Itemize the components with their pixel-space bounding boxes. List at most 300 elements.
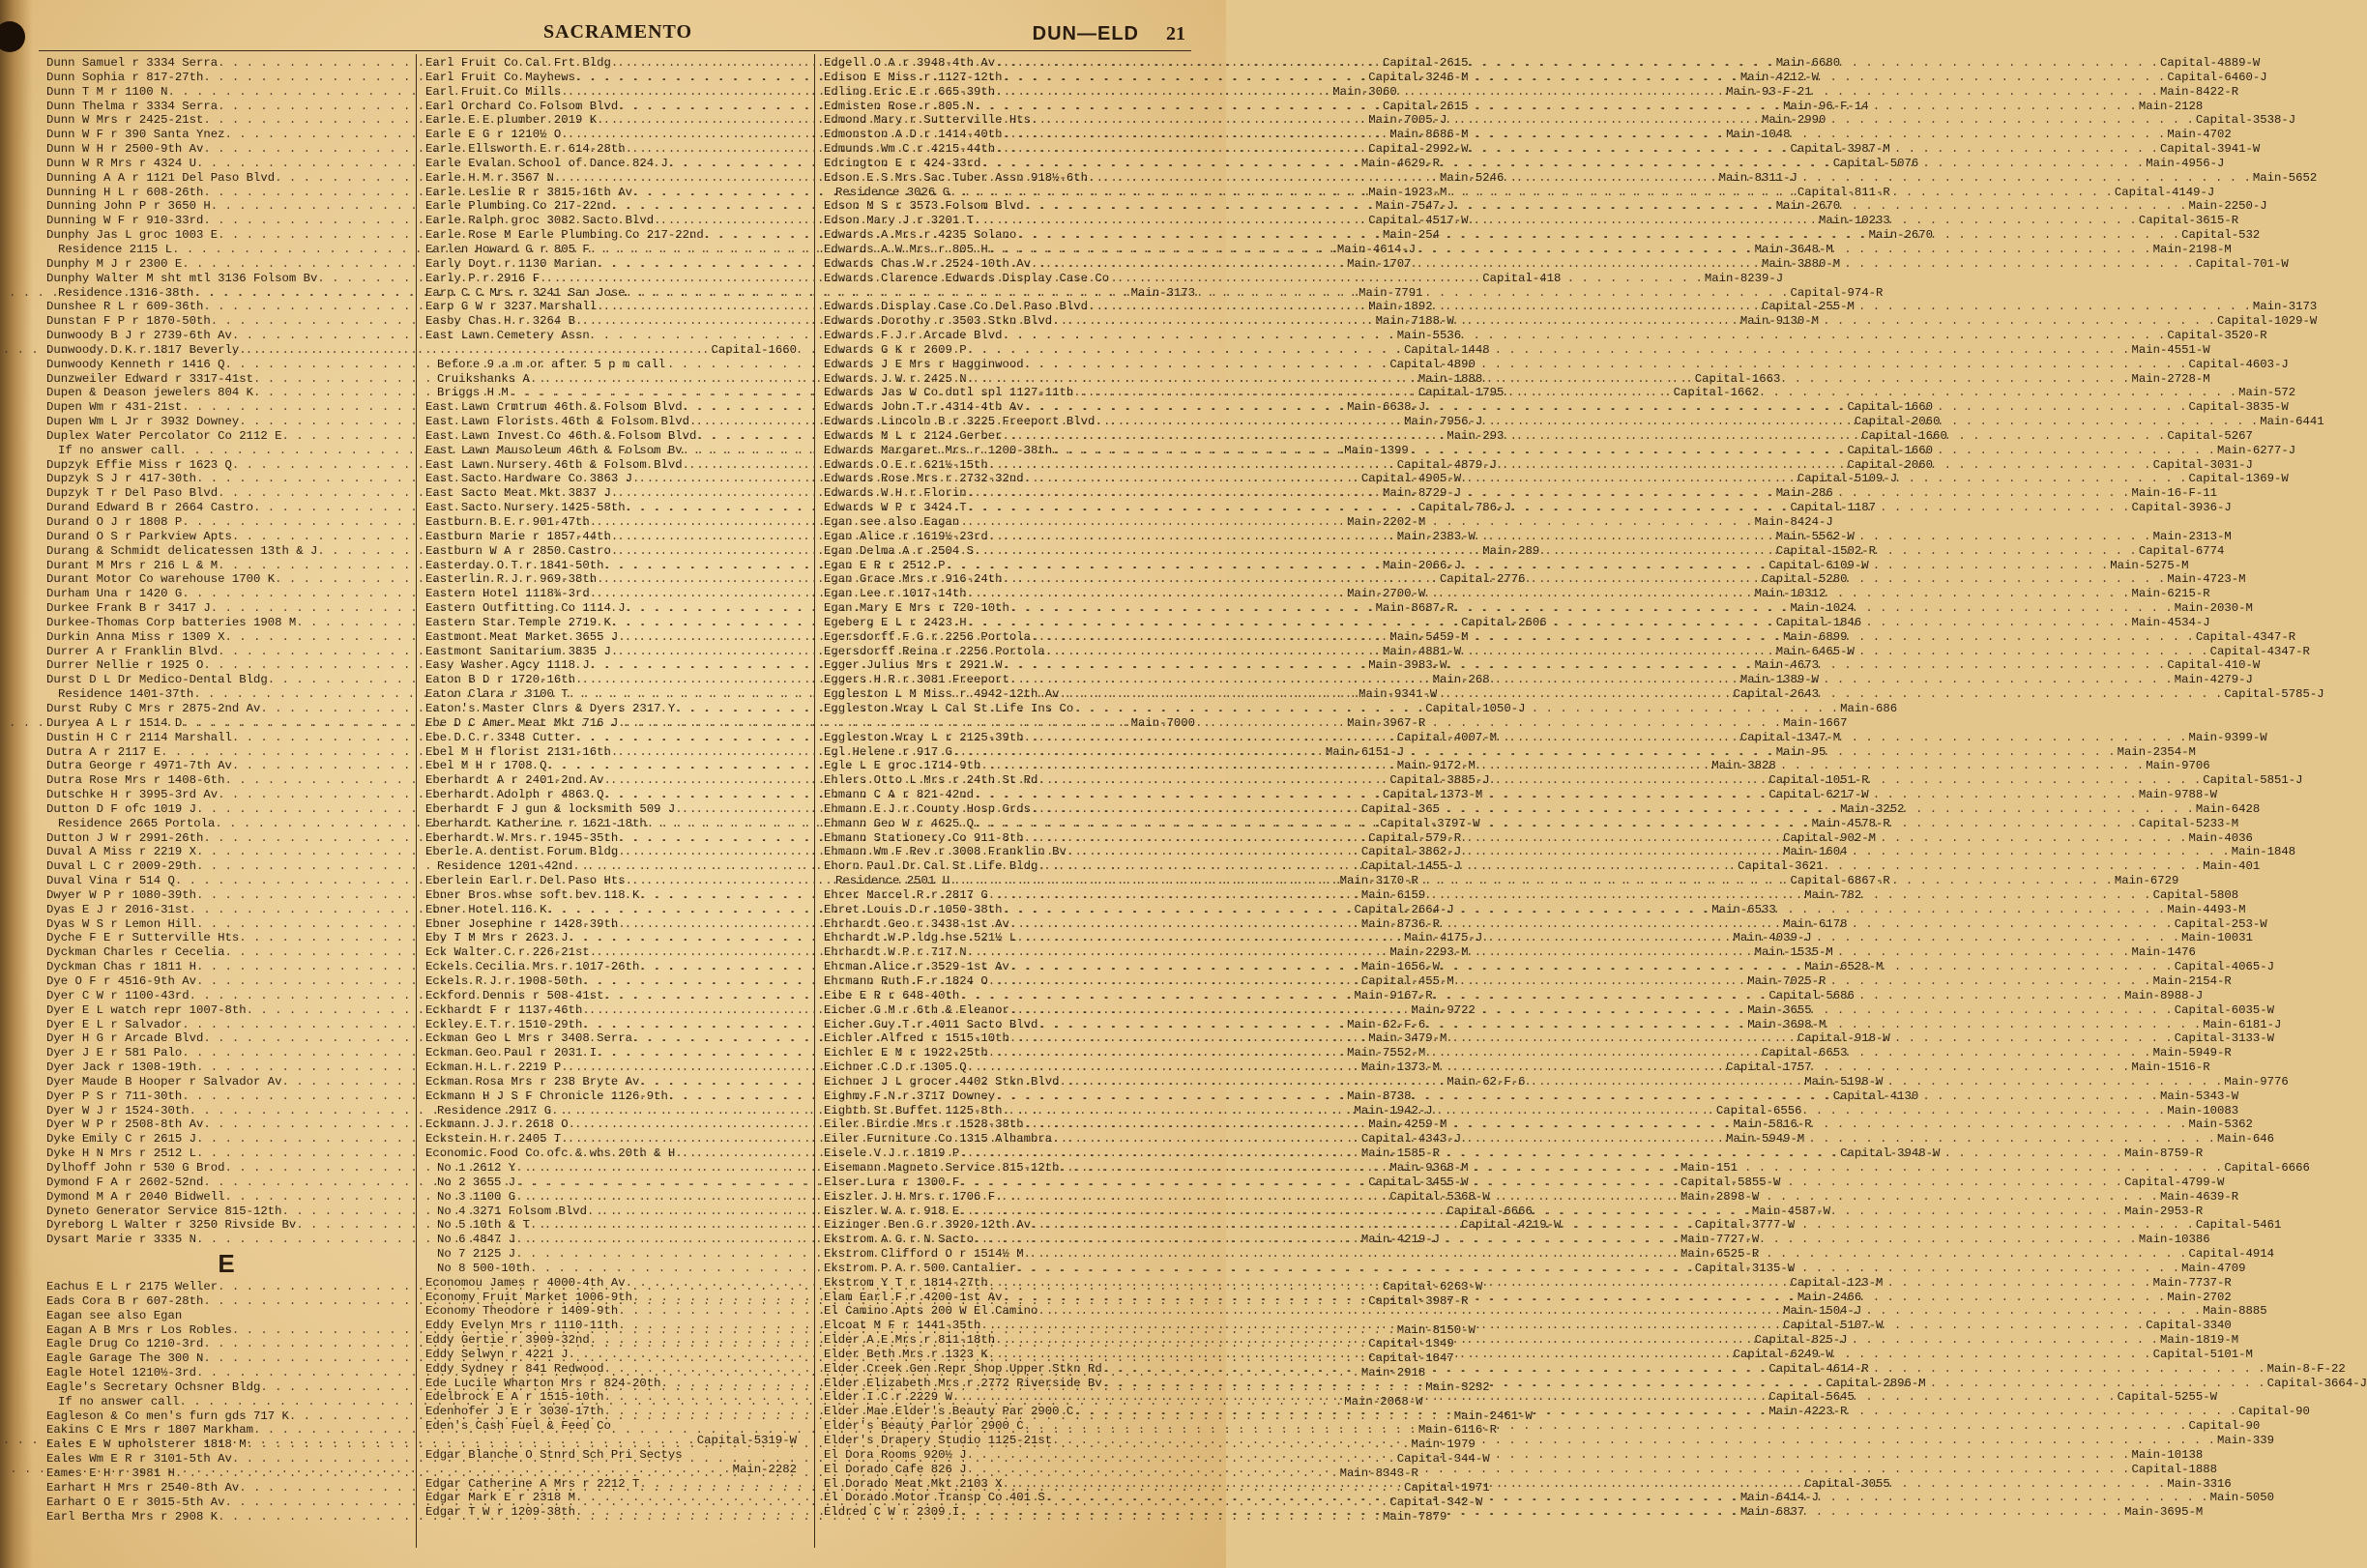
entry-name: Earl Fruit Co Mayhews (425, 70, 575, 84)
entry-phone: Main-6277-J (2216, 443, 2296, 457)
entry-phone: Capital-1757 (1726, 1060, 1812, 1075)
entry-name: Dunn T M r 1100 N (46, 84, 168, 99)
entry-name: Eaton Clara r 3100 T (425, 687, 569, 702)
entry-phone: Main-5949-R (2152, 1046, 2232, 1060)
entry-phone: Main-10386 (2138, 1233, 2210, 1247)
entry-phone: Main-4279-J (2174, 673, 2253, 687)
entry-name: Elder Creek Gen Repr Shop Upper Stkn Rd (824, 1361, 1102, 1376)
entry-phone: Main-6116-R (1417, 1423, 1498, 1437)
dot-leader (1024, 358, 2187, 372)
entry-phone: Main-16-F-11 (2131, 486, 2217, 501)
entry-phone: Main-4534-J (2131, 615, 2210, 629)
entry-name: Dupen Wm r 431-21st (46, 400, 183, 415)
entry-phone: Capital-6263-W (1382, 1280, 1483, 1294)
entry-phone: Main-572 (2238, 386, 2296, 400)
entry-phone: Main-4223-R (1768, 1405, 1848, 1419)
entry-phone: Main-9399-W (2188, 730, 2267, 744)
entry-name: Duval Vina r 514 Q (46, 874, 175, 888)
entry-phone: Capital-4517-W (1368, 214, 1469, 228)
entry-name: Ebner Hotel 116 K (425, 902, 547, 916)
entry-phone: Capital-3835-W (2188, 400, 2289, 415)
entry-phone: Capital-918-W (1797, 1031, 1890, 1046)
entry-name: If no answer call (58, 443, 180, 457)
entry-phone: Main-6680 (1775, 56, 1841, 70)
entry-phone: Main-2293-M (1389, 945, 1469, 960)
entry-phone: Main-8885 (2203, 1304, 2267, 1319)
entry-phone: Main-3695-M (2124, 1505, 2204, 1520)
page-header (39, 21, 1197, 50)
entry-phone: Main-254 (1382, 228, 1440, 243)
entry-name: Eagle's Secretary Ochsner Bldg (46, 1379, 261, 1394)
entry-name: Dunn W R Mrs r 4324 U (46, 156, 196, 170)
entry-name: Eck Walter C r 226-21st (425, 945, 590, 960)
entry-name: Residence 1316-38th (58, 285, 194, 300)
entry-phone: Main-5652 (2252, 170, 2318, 185)
entry-phone: Main-8311-J (1718, 170, 1797, 185)
entry-name: Dysart Marie r 3335 N (46, 1233, 196, 1247)
entry-name: Eberhardt W Mrs r 1945-35th (425, 830, 619, 845)
entry-phone: Main-4673 (1754, 658, 1819, 673)
entry-phone: Main-6525-R (1680, 1247, 1760, 1262)
entry-phone: Main-2728-M (2131, 371, 2210, 386)
entry-name: Dunzweiler Edward r 3317-41st (46, 371, 254, 386)
entry-phone: Capital-5255-W (2117, 1390, 2217, 1405)
entry-name: Dupen Wm L Jr r 3932 Downey (46, 415, 240, 429)
entry-phone: Main-6465-W (1775, 644, 1855, 658)
entry-name: Dye O F r 4516-9th Av (46, 974, 196, 988)
entry-name: Earhart H Mrs r 2540-8th Av (46, 1480, 240, 1495)
entry-name: Ehrmann Ruth F r 1824 O (824, 974, 988, 988)
entry-name: Elder I C r 2229 W (824, 1390, 952, 1405)
entry-phone: Main-6837 (1739, 1505, 1805, 1520)
entry-name: Edwards J W r 2425 N (824, 371, 967, 386)
entry-phone: Main-62-F-6 (1347, 1017, 1426, 1031)
entry-phone: Capital-2606 (1461, 615, 1547, 629)
dot-leader (988, 1046, 2151, 1060)
entry-name: Eddy Gertie r 3909-32nd (425, 1333, 590, 1348)
entry-phone: Main-7879 (1382, 1509, 1447, 1524)
entry-phone: Capital-4614-R (1768, 1361, 1869, 1376)
entry-name: Egan Grace Mrs r 916-24th (824, 572, 1003, 587)
entry-name: Dyneto Generator Service 815-12th (46, 1204, 282, 1218)
entry-name: Eagleson & Co men's furn gds 717 K (46, 1408, 289, 1423)
dot-leader (0, 286, 1129, 301)
entry-name: Dunshee R L r 609-36th (46, 300, 204, 314)
entry-name: Early Doyt r 1130 Marian (425, 256, 598, 271)
entry-name: Egle L E groc 1714-9th (824, 759, 981, 773)
entry-name: Dunwoody B J r 2739-6th Av (46, 329, 232, 343)
entry-phone: Capital-5319-W (696, 1434, 797, 1447)
entry-name: Eibe E R r 648-40th (824, 988, 960, 1002)
dot-leader (988, 530, 2151, 544)
entry-name: Dunning H L r 608-26th (46, 185, 204, 199)
dot-leader (1009, 1031, 2173, 1046)
entry-phone: Main-6638-J (1347, 400, 1426, 415)
entry-name: Dutschke H r 3995-3rd Av (46, 788, 219, 802)
entry-phone: Capital-5109-J (1797, 472, 1898, 486)
entry-name: El Dorado Meat Mkt 2103 X (824, 1476, 1003, 1491)
entry-name: East Lawn Crmtrum 46th & Folsom Blvd (425, 400, 683, 415)
entry-name: Eiler Birdie Mrs r 1528-38th (824, 1118, 1024, 1132)
entry-name: Eicher G M r 6th & Eleanor (824, 1002, 1009, 1017)
entry-phone: Main-4036 (2188, 830, 2253, 845)
entry-name: Dutra George r 4971-7th Av (46, 759, 232, 773)
dot-leader (1016, 228, 2179, 243)
entry-phone: Capital-2896-M (1826, 1376, 1926, 1390)
entry-name: Earl Fruit Co Mills (425, 84, 562, 99)
entry-phone: Capital-5076 (1832, 156, 1919, 170)
entry-name: Eiszler W A r 918 E (824, 1204, 960, 1218)
dot-leader (1045, 1491, 2208, 1505)
dot-leader (1031, 802, 2194, 817)
entry-phone: Main-1373-M (1360, 1060, 1440, 1075)
dot-leader (952, 1390, 2116, 1405)
entry-phone: Main-3479-M (1368, 1031, 1447, 1046)
entry-phone: Capital-3340 (2146, 1319, 2232, 1333)
entry-phone: Main-1892 (1368, 300, 1433, 314)
entry-name: Elder Mae Elder's Beauty Par 2900 C (824, 1405, 1074, 1419)
entry-name: Earl Orchard Co Folsom Blvd (425, 99, 619, 113)
entry-name: Dwyer W P r 1080-39th (46, 887, 196, 902)
entry-name: Edwards Jas W Co dntl spl 1127-11th (824, 386, 1074, 400)
entry-name: Residence 2917 G (437, 1103, 552, 1118)
entry-name: Dyreborg L Walter r 3250 Rivside Bv (46, 1218, 297, 1233)
entry-name: Ehmann Stationery Co 911-8th (824, 830, 1024, 845)
entry-phone: Capital-3987-M (1790, 142, 1890, 157)
entry-name: Dunning A A r 1121 Del Paso Blvd (46, 170, 276, 185)
entry-name: Eagle Drug Co 1210-3rd (46, 1337, 204, 1351)
entry-name: Residence 2665 Portola (58, 816, 216, 830)
directory-entry (824, 272, 1195, 286)
entry-phone: Main-10083 (2167, 1103, 2239, 1118)
header-rule (39, 50, 1191, 51)
entry-name: Eastburn Marie r 1857-44th (425, 529, 611, 543)
entry-name: No 6 4847 J (437, 1233, 516, 1247)
entry-name: Egan see also Eagan (824, 515, 960, 529)
entry-phone: Main-10031 (2181, 931, 2253, 945)
dot-leader (1002, 128, 2165, 142)
entry-phone: Main-9722 (1411, 1002, 1476, 1017)
entry-phone: Main-4614-J (1336, 242, 1417, 256)
entry-phone: Main-5246 (1439, 170, 1505, 185)
entry-phone: Capital-3133-W (2174, 1031, 2275, 1046)
entry-phone: Capital-4603-J (2188, 357, 2289, 371)
entry-name: Dunn W F r 390 Santa Ynez (46, 128, 225, 142)
entry-name: Edison E Miss r 1127-12th (824, 70, 1003, 84)
entry-name: Eames E H r 3981 H (46, 1466, 175, 1480)
entry-phone: Main-2700-W (1347, 587, 1426, 601)
entry-name: Edgar Mark E r 2318 M (425, 1491, 575, 1505)
entry-name: Eckman H L r 2219 P (425, 1060, 562, 1075)
entry-phone: Capital-455-M (1360, 974, 1454, 988)
entry-phone: Capital-5233-M (2138, 816, 2239, 830)
entry-name: Edwards Display Case Co Del Paso Blvd (824, 300, 1089, 314)
dot-leader (967, 372, 2130, 387)
dot-leader (1002, 1291, 2165, 1305)
entry-phone: Main-8759-R (2124, 1147, 2204, 1161)
entry-phone: Main-5050 (2209, 1491, 2275, 1505)
entry-name: Dunwoody Kenneth r 1416 Q (46, 357, 225, 371)
entry-name: No 8 500-10th (437, 1261, 530, 1275)
entry-name: Edgar T W r 1209-38th (425, 1505, 575, 1520)
entry-phone: Main-8687-R (1375, 601, 1454, 616)
entry-name: Edwards A W Mrs r 805 H (824, 242, 988, 256)
dot-leader (967, 587, 2130, 601)
entry-phone: Main-2202-M (1347, 515, 1426, 529)
entry-name: Dupzyk T r Del Paso Blvd (46, 486, 219, 501)
entry-phone: Main-7000 (1130, 715, 1195, 730)
entry-name: Egan Alice r 1619½-23rd (824, 529, 988, 543)
entry-phone: Capital-1847 (1368, 1351, 1454, 1366)
entry-phone: Capital-2615 (1382, 56, 1469, 70)
entry-name: Easterlin R J r 969-38th (425, 572, 598, 587)
entry-phone: Main-10312 (1754, 587, 1826, 601)
entry-phone: Capital-1660 (1847, 400, 1934, 415)
entry-phone: Main-1476 (2131, 945, 2196, 960)
dot-leader (0, 716, 1129, 731)
entry-name: Economic Food Co ofc & whs 20th & H (425, 1147, 676, 1161)
entry-name: Eisemann Magneto Service 815-12th (824, 1160, 1060, 1175)
entry-phone: Main-10138 (2131, 1447, 2204, 1462)
entry-name: Eggleston L M Miss r 4942-12th Av (824, 687, 1060, 702)
entry-phone: Capital-5461 (2195, 1218, 2282, 1233)
entry-name: Eckman Geo L Mrs r 3408 Serra (425, 1031, 633, 1046)
entry-name: Durst Ruby C Mrs r 2875-2nd Av (46, 701, 261, 715)
entry-name: Edwards F J r Arcade Blvd (824, 329, 1003, 343)
entry-phone: Capital-1795 (1417, 386, 1505, 400)
entry-name: Duryea A L r 1514 D (46, 715, 183, 730)
entry-name: No 7 2125 J (437, 1247, 516, 1262)
entry-phone: Capital-3862-J (1360, 845, 1462, 859)
entry-phone: Main-5816-R (1733, 1118, 1812, 1132)
entry-name: Edgar Blanche O Stnrd Sch Pri Sectys (425, 1447, 683, 1462)
entry-name: East Lawn Invest Co 46th & Folsom Blvd (425, 428, 697, 443)
entry-phone: Main-6729 (2114, 874, 2179, 888)
entry-name: Eddy Evelyn Mrs r 1110-11th (425, 1319, 619, 1333)
entry-name: Egan Lee r 1017-14th (824, 587, 967, 601)
dot-leader (967, 486, 2130, 501)
entry-phone: Main-1048 (1726, 128, 1791, 142)
entry-phone: Capital-3987-R (1368, 1293, 1469, 1308)
entry-name: East Lawn Mausoleum 46th & Folsom Bv (425, 443, 683, 457)
entry-phone: Capital-4879-J (1396, 457, 1498, 472)
entry-phone: Main-5459-M (1389, 629, 1469, 644)
entry-name: Dunstan F P r 1870-50th (46, 314, 211, 329)
entry-name: Dyke Emily C r 2615 J (46, 1132, 196, 1147)
entry-name: Egger Julius Mrs r 2921 W (824, 658, 1003, 673)
entry-phone: Main-1979 (1411, 1437, 1476, 1452)
entry-phone: Capital-344-W (1396, 1452, 1490, 1466)
entry-phone: Main-9368-M (1389, 1160, 1469, 1175)
dot-leader (1052, 314, 2215, 329)
dot-leader (950, 874, 2113, 888)
entry-name: Ekstrom Clifford O r 1514½ M (824, 1247, 1024, 1262)
entry-phone: Capital-1660 (711, 342, 797, 357)
entry-name: Eden's Cash Fuel & Feed Co (425, 1419, 611, 1434)
entry-phone: Capital-1349 (1368, 1337, 1454, 1351)
entry-name: Dunn Samuel r 3334 Serra (46, 56, 219, 70)
entry-phone: Main-8422-R (2159, 84, 2239, 99)
entry-name: Dunning John P r 3650 H (46, 199, 211, 214)
entry-phone: Main-95 (1775, 744, 1826, 759)
entry-name: Edwards Dorothy r 3503 Stkn Blvd (824, 314, 1053, 329)
entry-phone: Main-2898-W (1680, 1189, 1760, 1204)
entry-phone: Main-686 (1840, 701, 1898, 715)
dot-leader (1002, 329, 2165, 343)
entry-phone: Main-339 (2216, 1434, 2275, 1447)
dot-leader (974, 100, 2137, 114)
entry-name: Eagan see also Egan (46, 1308, 183, 1322)
entry-phone: Main-7547-J (1375, 199, 1454, 214)
entry-name: Earle E E plumber 2019 K (425, 113, 598, 128)
dot-leader (1052, 1132, 2215, 1147)
entry-name: Ehlers Otto L Mrs r 24th St Rd (824, 773, 1038, 788)
dot-leader (959, 1505, 2122, 1520)
entry-name: Cruikshanks A (437, 371, 530, 386)
entry-name: Ehrman Alice r 3529-1st Av (824, 960, 1009, 974)
entry-name: Edgell O A r 3948-4th Av (824, 56, 996, 70)
entry-phone: Capital-5101-M (2152, 1347, 2253, 1361)
entry-phone: Main-2313-M (2152, 529, 2232, 543)
dot-leader (988, 1276, 2151, 1291)
entry-name: Eighmy F N r 3717 Downey (824, 1089, 996, 1103)
entry-name: Edwards John T r 4314-4th Av (824, 400, 1024, 415)
entry-name: Eberhardt A r 2401-2nd Av (425, 773, 604, 788)
entry-phone: Main-9341-W (1359, 687, 1438, 702)
entry-phone: Capital-1660 (1861, 428, 1947, 443)
entry-phone: Main-1888 (1417, 371, 1483, 386)
entry-phone: Main-4578-R (1811, 816, 1890, 830)
entry-name: Ebe D C Amer Meat Mkt 716 J (425, 715, 619, 730)
entry-phone: Capital-4890 (1389, 357, 1476, 371)
entry-name: East Sacto Nursery 1425-58th (425, 501, 626, 515)
entry-name: Ede Lucile Wharton Mrs r 824-20th (425, 1376, 661, 1390)
directory-entry (824, 716, 1195, 731)
entry-phone: Main-62-F-6 (1446, 1074, 1526, 1089)
entry-name: Ehorn Paul Dr Cal St Life Bldg (824, 859, 1038, 874)
entry-name: Residence 1201-42nd (437, 859, 573, 874)
dot-leader (967, 1060, 2130, 1075)
entry-name: Earl Fruit Co Cal Frt Bldg (425, 56, 611, 70)
entry-phone: Capital-90 (2238, 1405, 2310, 1419)
entry-phone: Main-7737-R (2152, 1275, 2232, 1290)
entry-name: Ehmann Wm F Rev r 3008 Franklin Bv (824, 845, 1067, 859)
entry-name: Dylhoff John r 530 G Brod (46, 1160, 225, 1175)
entry-name: Egan Mary E Mrs r 720-10th (824, 601, 1009, 616)
name-range-heading: DUN—ELD (1032, 23, 1139, 44)
dot-leader (1002, 71, 2165, 85)
entry-phone: Main-2953-R (2124, 1204, 2204, 1218)
entry-phone: Main-6215-R (2131, 587, 2210, 601)
entry-phone: Main-2154-R (2152, 974, 2232, 988)
entry-name: Eichler Alfred r 1515-10th (824, 1031, 1009, 1046)
dot-leader (1060, 1161, 2223, 1176)
entry-phone: Capital-418 (1482, 271, 1562, 285)
entry-name: Edwards Rose Mrs r 2732-32nd (824, 472, 1024, 486)
entry-phone: Main-7791 (1359, 285, 1423, 300)
dot-leader (974, 1233, 2137, 1247)
dot-leader (1088, 300, 2251, 314)
entry-phone: Capital-6217-W (1768, 788, 1869, 802)
entry-phone: Main-289 (1482, 543, 1540, 558)
entry-name: Dunn Sophia r 817-27th (46, 70, 204, 84)
entry-name: Dupzyk S J r 417-30th (46, 472, 196, 486)
entry-phone: Capital-6653 (1761, 1046, 1848, 1060)
entry-phone: Capital-1347-M (1739, 730, 1841, 744)
entry-name: Ehrhardt W P ldg hse 521½ L (824, 931, 1017, 945)
entry-phone: Capital-4130 (1832, 1089, 1919, 1103)
entry-name: No 3 1100 G (437, 1189, 516, 1204)
entry-name: El Dora Rooms 920½ J (824, 1447, 967, 1462)
dot-leader (0, 1434, 695, 1448)
entry-phone: Main-2030-M (2174, 601, 2253, 616)
dot-leader (1016, 1262, 2179, 1276)
entry-name: Eberhardt F J gun & locksmith 509 J (425, 801, 676, 816)
entry-name: Earle Rose M Earle Plumbing Co 217-22nd (425, 228, 704, 243)
entry-name: Dutra A r 2117 E (46, 744, 161, 759)
entry-phone: Capital-342-W (1389, 1495, 1483, 1509)
dot-leader (967, 945, 2130, 960)
entry-phone: Main-1656-W (1360, 960, 1440, 974)
entry-name: Earle Ellsworth E r 614-28th (425, 142, 626, 157)
entry-phone: Main-3060 (1332, 84, 1397, 99)
entry-name: Edson E S Mrs Sac Tuber Assn 918½-6th (824, 170, 1089, 185)
entry-phone: Main-4587-W (1751, 1204, 1830, 1218)
entry-name: Edwards Lincoln B r 3225 Freeport Blvd (824, 415, 1096, 429)
entry-phone: Capital-4149-J (2114, 185, 2215, 199)
entry-name: Dutra Rose Mrs r 1408-6th (46, 773, 225, 788)
entry-name: Ehrhardt Geo r 3438-1st Av (824, 916, 1009, 931)
dot-leader (988, 243, 2151, 257)
directory-entry (824, 286, 1195, 301)
entry-name: Earhart O E r 3015-5th Av (46, 1495, 225, 1509)
dot-leader (1009, 673, 2173, 687)
entry-name: Eales Wm E R r 3101-5th Av (46, 1452, 232, 1466)
entry-phone: Capital-1373-M (1382, 788, 1483, 802)
entry-phone: Main-8-F-22 (2266, 1361, 2346, 1376)
entry-name: Durham Una r 1420 G (46, 587, 183, 601)
entry-name: Dunphy Jas L groc 1003 E (46, 228, 219, 243)
dot-leader (995, 85, 2158, 100)
dot-leader (995, 1333, 2158, 1348)
dot-leader (988, 888, 2151, 903)
entry-name: No 2 3655 J (437, 1175, 516, 1189)
entry-name: Earle Plumbing Co 217-22nd (425, 199, 611, 214)
entry-phone: Main-8343-R (1339, 1466, 1418, 1480)
entry-phone: Capital-5267 (2167, 428, 2253, 443)
entry-name: No 4 3271 Folsom Blvd (437, 1204, 587, 1218)
entry-phone: Main-7956-J (1404, 415, 1483, 429)
entry-phone: Main-9172-M (1396, 759, 1476, 773)
entry-phone: Capital-4219-W (1461, 1218, 1562, 1233)
entry-name: Eichner J L grocer 4402 Stkn Blvd (824, 1074, 1060, 1089)
entry-name: Earle H M r 3567 N (425, 170, 554, 185)
entry-phone: Capital-3664-J (2266, 1376, 2367, 1390)
entry-name: Eisele V J r 1819 P (824, 1147, 960, 1161)
directory-entry (824, 515, 1195, 530)
entry-phone: Capital-4905-W (1360, 472, 1462, 486)
dot-leader (1031, 257, 2194, 272)
dot-leader (952, 745, 2116, 760)
entry-phone: Main-2250-J (2188, 199, 2267, 214)
entry-name: Dutton J W r 2991-26th (46, 830, 204, 845)
page-number: 21 (1166, 23, 1185, 44)
entry-name: Eberle A dentist Forum Bldg (425, 845, 619, 859)
entry-name: Eicher Guy T r 4011 Sacto Blvd (824, 1017, 1038, 1031)
entry-phone: Capital-6666 (1446, 1204, 1533, 1218)
entry-name: Edwards G K r 2609 P (824, 342, 967, 357)
entry-phone: Main-5362 (2188, 1118, 2253, 1132)
